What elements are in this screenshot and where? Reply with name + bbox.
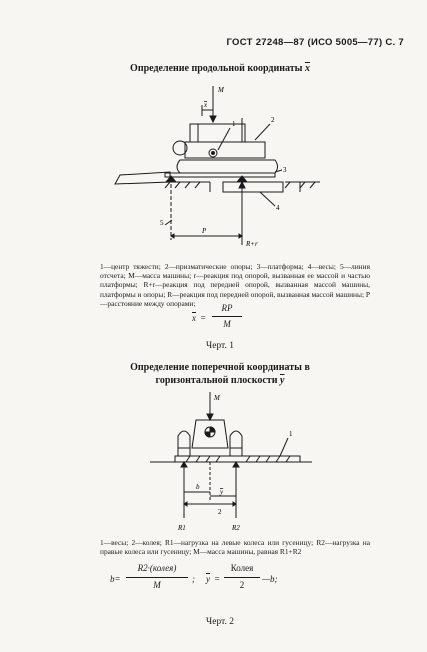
section2-title-var: $\overline{y}$ [279, 375, 285, 386]
formula1-lhs: $\overline{x}$ [192, 313, 196, 323]
fig1-label-p: P [202, 227, 207, 235]
fig2-label-r1: R1 [178, 524, 186, 532]
section2-title-text: горизонтальной плоскости [155, 375, 278, 386]
figure-1-label: Черт. 1 [206, 341, 234, 351]
formula-1 [170, 303, 270, 343]
formula2-b-num: R2·(колея) [137, 563, 177, 573]
section1-title-var: $\overline{x}$ [304, 63, 310, 74]
fig1-label-4: 4 [276, 204, 280, 212]
fig2-label-1: 1 [289, 430, 293, 438]
formula2-y-bar [224, 577, 260, 578]
formula2-y-num: Колея [230, 563, 254, 573]
section1-title-text: Определение продольной координаты [130, 63, 303, 74]
page-header: ГОСТ 27248—87 (ИСО 5005—77) С. 7 [226, 37, 404, 48]
section2-title-line2 [90, 375, 350, 386]
formula1-den: M [223, 319, 231, 329]
formula2-y-eq: = [214, 574, 221, 584]
fig1-label-rr: R+r [246, 240, 258, 248]
figure-1-caption: 1—центр тяжести; 2—призматические опоры; 3—платформа; 4—весы; 5—линия отсчета; M—масса машины; r—реакция под опорой, вызванная ее массой и частью платформы; R+r—реакция под передней опорой, вызванная массой машины, платформы и опоры; R—реакция под передней опорой, вызванная массой машины; P—расстояние между опорами; [100, 262, 370, 308]
fig2-label-r2: R2 [232, 524, 240, 532]
formula2-b-den: M [153, 580, 161, 590]
formula2-sep: ; [192, 574, 195, 584]
figure-2-caption: 1—весы; 2—колея; R1—нагрузка на левые колеса или гусеницу; R2—нагрузка на правые колеса или гусеницу; M—масса машины, равная R1+R2 [100, 538, 370, 557]
fig1-label-3: 3 [283, 166, 287, 174]
formula2-y-tail: —b; [262, 574, 278, 584]
formula2-y-lhs: $\overline{y}$ [206, 574, 210, 584]
section1-title [100, 63, 340, 74]
fig1-label-x: x [204, 101, 208, 109]
formula2-b-lhs: b= [110, 574, 121, 584]
figure-2-diagram [140, 388, 320, 536]
formula1-eq: = [200, 313, 207, 323]
figure-1-diagram [110, 80, 330, 260]
formula2-b-bar [126, 577, 188, 578]
fig2-label-m: M [214, 394, 220, 402]
fig1-label-m: M [218, 86, 224, 94]
formula-2 [110, 560, 370, 600]
figure-2-label: Черт. 2 [206, 617, 234, 627]
formula2-y-den: 2 [239, 580, 245, 590]
section2-title-line1: Определение поперечной координаты в [130, 362, 310, 373]
fig1-label-5: 5 [160, 219, 164, 227]
fig2-label-y: y [220, 488, 224, 496]
fig2-label-b: b [196, 483, 200, 491]
fig1-label-1: 1 [232, 120, 236, 128]
fig2-label-2: 2 [218, 508, 222, 516]
formula1-bar [212, 316, 242, 317]
formula1-num: RP [221, 303, 233, 313]
fig1-label-2: 2 [271, 116, 275, 124]
